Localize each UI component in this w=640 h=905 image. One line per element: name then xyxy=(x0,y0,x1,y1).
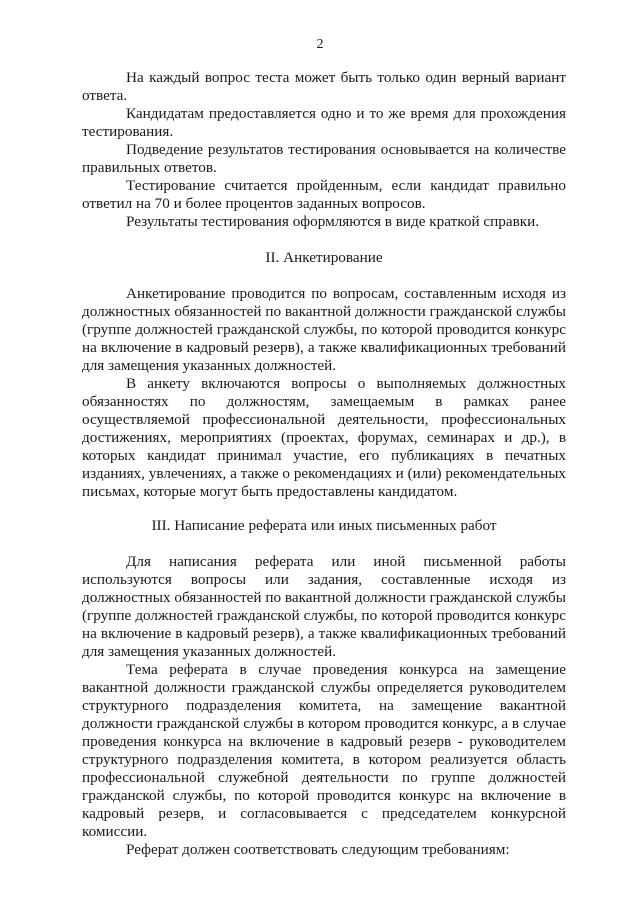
document-body xyxy=(82,69,566,859)
section-heading-2: II. Анкетирование xyxy=(265,249,383,266)
spacer xyxy=(82,501,566,517)
spacer xyxy=(82,535,566,553)
paragraph: Для написания реферата или иной письменной работы используются вопросы или задания, составленные исходя из должностных обязанностей по вакантной должности гражданской службы (группе должностей гражданской службы, по которой проводится конкурс на включение в кадровый резерв), а также квалификационных требований для замещения указанных должностей. xyxy=(82,553,566,660)
paragraph: Результаты тестирования оформляются в виде краткой справки. xyxy=(126,213,540,230)
paragraph: Тема реферата в случае проведения конкурса на замещение вакантной должности гражданской службы определяется руководителем структурного подразделения комитета, на замещение вакантной должности гражданской службы в котором проводится конкурс, а в случае проведения конкурса на включение в кадровый резерв - руководителем структурного подразделения комитета, в котором реализуется область профессиональной служебной деятельности по группе должностей гражданской службы, по которой проводится конкурс на включение в кадровый резерв, и согласовывается с председателем конкурсной комиссии. xyxy=(82,661,566,840)
page-number: 2 xyxy=(316,37,324,52)
paragraph: Тестирование считается пройденным, если кандидат правильно ответил на 70 и более процентов заданных вопросов. xyxy=(82,177,566,212)
paragraph: Анкетирование проводится по вопросам, составленным исходя из должностных обязанностей по вакантной должности гражданской службы (группе должностей гражданской службы, по которой проводится конкурс на включение в кадровый резерв), а также квалификационных требований для замещения указанных должностей. xyxy=(82,285,566,374)
paragraph: Реферат должен соответствовать следующим требованиям: xyxy=(126,841,510,858)
paragraph: На каждый вопрос теста может быть только один верный вариант ответа. xyxy=(82,69,566,104)
paragraph: Подведение результатов тестирования основывается на количестве правильных ответов. xyxy=(82,141,566,176)
spacer xyxy=(82,267,566,285)
paragraph: Кандидатам предоставляется одно и то же время для прохождения тестирования. xyxy=(82,105,566,140)
section-heading-3: III. Написание реферата или иных письменных работ xyxy=(151,517,497,534)
spacer xyxy=(82,231,566,249)
paragraph: В анкету включаются вопросы о выполняемых должностных обязанностях по должностям, замещаемым в рамках ранее осуществляемой профессиональной деятельности, профессиональных достижениях, мероприятиях (проектах, форумах, семинарах и др.), в которых кандидат принимал участие, его публикациях в печатных изданиях, увлечениях, а также о рекомендациях и (или) рекомендательных письмах, которые могут быть предоставлены кандидатом. xyxy=(82,375,566,500)
